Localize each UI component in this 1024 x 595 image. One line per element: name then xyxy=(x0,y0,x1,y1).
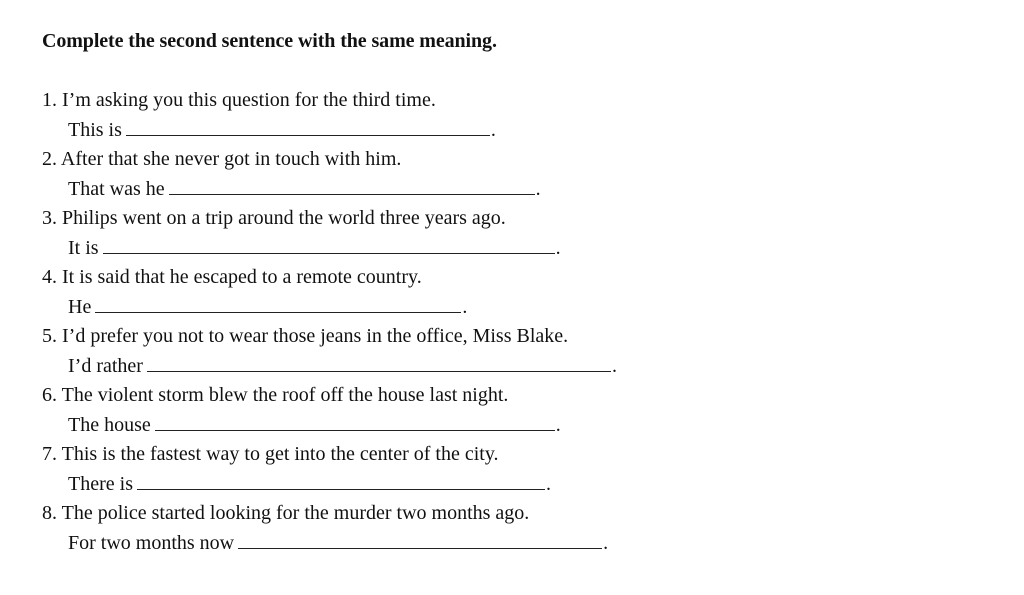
question-text: After that she never got in touch with him. xyxy=(60,148,402,170)
answer-8 xyxy=(68,530,608,555)
answer-blank[interactable] xyxy=(155,412,555,431)
answer-period: . xyxy=(611,355,617,377)
answer-prompt: The house xyxy=(68,414,151,436)
answer-prompt: That was he xyxy=(68,178,165,200)
answer-blank[interactable] xyxy=(147,353,611,372)
answer-5 xyxy=(68,353,617,378)
question-number: 8. xyxy=(42,502,57,524)
answer-prompt: It is xyxy=(68,237,99,259)
answer-blank[interactable] xyxy=(169,176,535,195)
answer-blank[interactable] xyxy=(238,530,602,549)
answer-3 xyxy=(68,235,561,260)
question-number: 6. xyxy=(42,384,57,406)
question-text: I’m asking you this question for the third time. xyxy=(62,89,436,111)
answer-4 xyxy=(68,294,467,319)
question-text: The police started looking for the murder two months ago. xyxy=(61,502,530,524)
question-text: It is said that he escaped to a remote country. xyxy=(62,266,422,288)
answer-period: . xyxy=(555,414,561,436)
answer-2 xyxy=(68,176,541,201)
question-number: 7. xyxy=(42,443,57,465)
question-number: 2. xyxy=(42,148,57,170)
answer-prompt: I’d rather xyxy=(68,355,143,377)
answer-prompt: He xyxy=(68,296,92,318)
answer-blank[interactable] xyxy=(126,117,490,136)
answer-6 xyxy=(68,412,561,437)
answer-period: . xyxy=(462,296,468,318)
worksheet-heading: Complete the second sentence with the same meaning. xyxy=(42,30,497,52)
answer-period: . xyxy=(545,473,551,495)
answer-prompt: This is xyxy=(68,119,122,141)
question-number: 5. xyxy=(42,325,57,347)
answer-period: . xyxy=(603,532,609,554)
question-number: 4. xyxy=(42,266,57,288)
question-8 xyxy=(42,501,529,525)
question-7 xyxy=(42,442,499,466)
question-6 xyxy=(42,383,508,407)
answer-period: . xyxy=(555,237,561,259)
answer-prompt: There is xyxy=(68,473,133,495)
question-text: The violent storm blew the roof off the house last night. xyxy=(61,384,509,406)
question-1 xyxy=(42,88,436,112)
question-4 xyxy=(42,265,422,289)
answer-prompt: For two months now xyxy=(68,532,235,554)
answer-1 xyxy=(68,117,496,142)
question-number: 3. xyxy=(42,207,57,229)
answer-blank[interactable] xyxy=(137,471,545,490)
question-text: This is the fastest way to get into the center of the city. xyxy=(61,443,499,465)
answer-blank[interactable] xyxy=(95,294,461,313)
answer-period: . xyxy=(535,178,541,200)
question-number: 1. xyxy=(42,89,57,111)
question-text: Philips went on a trip around the world three years ago. xyxy=(62,207,506,229)
answer-7 xyxy=(68,471,551,496)
question-5 xyxy=(42,324,568,348)
question-2 xyxy=(42,147,401,171)
answer-period: . xyxy=(490,119,496,141)
question-3 xyxy=(42,206,506,230)
question-text: I’d prefer you not to wear those jeans in the office, Miss Blake. xyxy=(62,325,569,347)
answer-blank[interactable] xyxy=(103,235,555,254)
